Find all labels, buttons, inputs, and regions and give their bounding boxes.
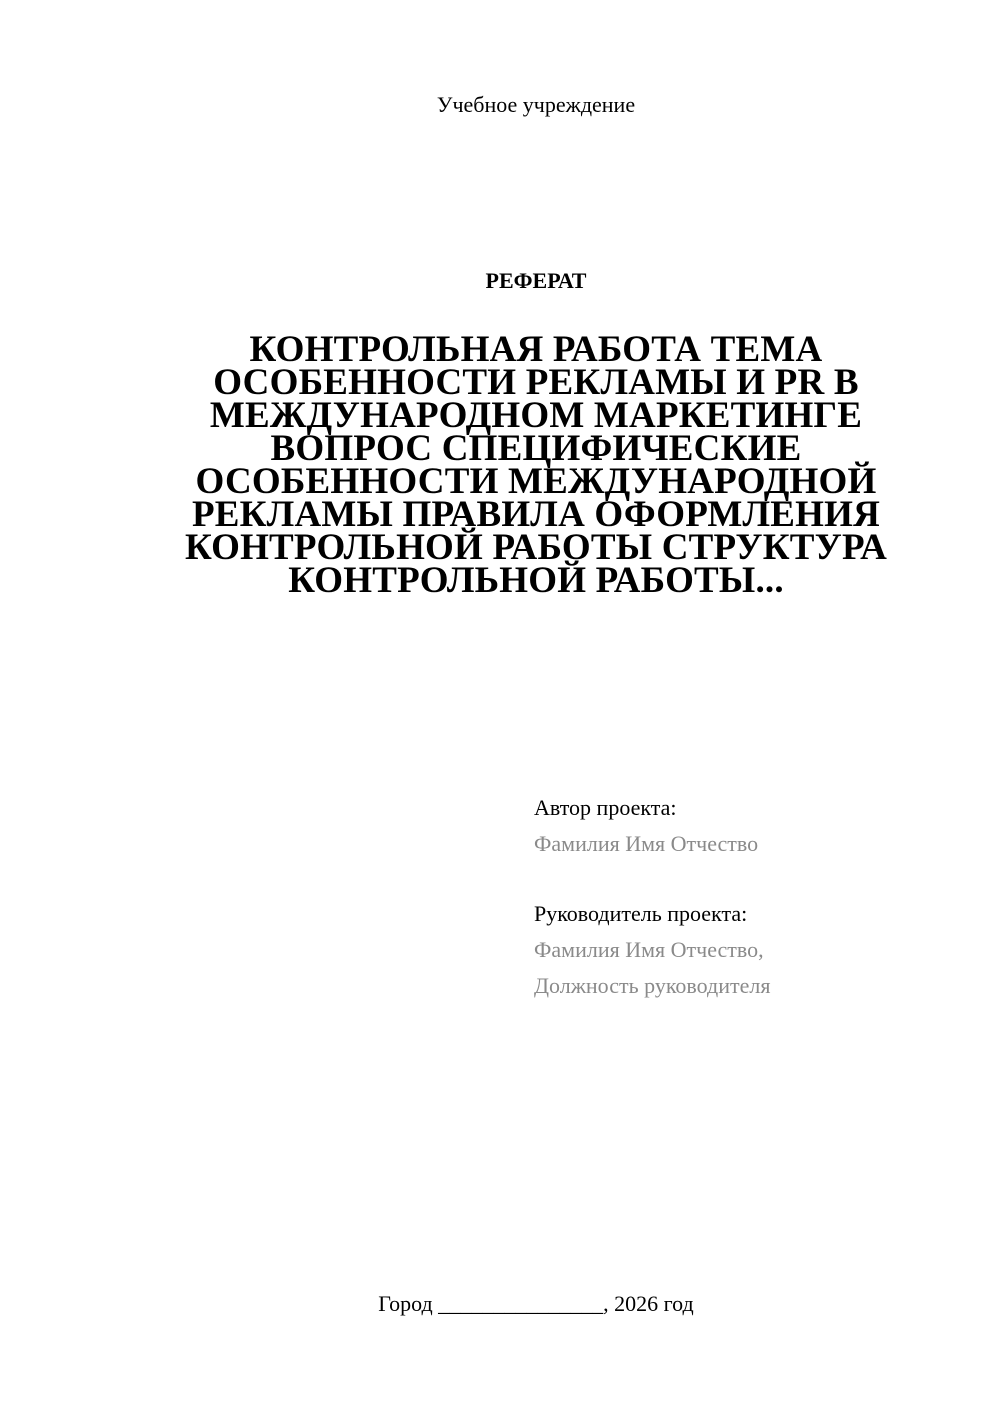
supervisor-name: Фамилия Имя Отчество,	[534, 937, 764, 962]
document-title: КОНТРОЛЬНАЯ РАБОТА ТЕМА ОСОБЕННОСТИ РЕКЛАМЫ И PR В МЕЖДУНАРОДНОМ МАРКЕТИНГЕ ВОПРОС СПЕЦИФИЧЕСКИЕ ОСОБЕННОСТИ МЕЖДУНАРОДНОЙ РЕКЛАМЫ ПРАВИЛА ОФОРМЛЕНИЯ КОНТРОЛЬНОЙ РАБОТЫ СТРУКТУРА КОНТРОЛЬНОЙ РАБОТЫ...	[184, 329, 887, 601]
supervisor-label: Руководитель проекта:	[534, 901, 748, 926]
author-label: Автор проекта:	[534, 795, 677, 820]
city-year-footer: Город _______________, 2026 год	[378, 1291, 694, 1316]
institution-name: Учебное учреждение	[436, 92, 636, 117]
credits-block	[534, 790, 770, 1004]
document-type: РЕФЕРАТ	[485, 268, 587, 293]
supervisor-position: Должность руководителя	[534, 973, 771, 998]
author-name: Фамилия Имя Отчество	[534, 831, 759, 856]
